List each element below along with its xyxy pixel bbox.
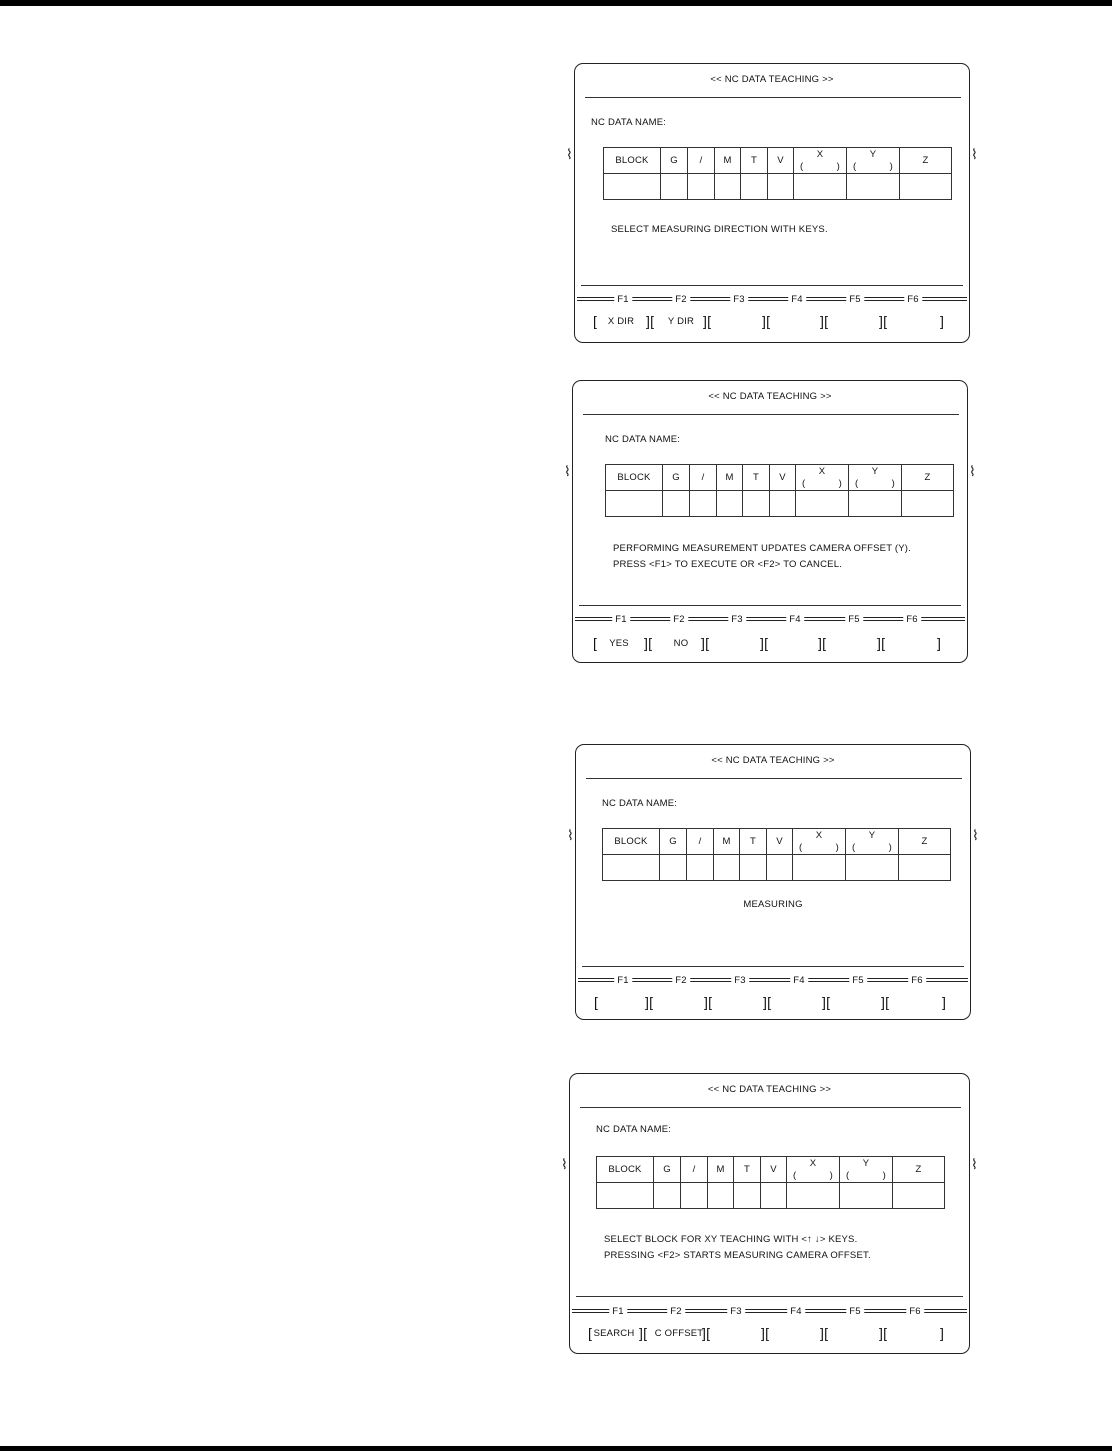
col-header-block: BLOCK [603,829,660,855]
col-header-m: M [715,148,741,174]
break-mark-right: ⌇ [971,827,979,843]
soft-button-1[interactable]: SEARCH [593,1328,635,1339]
col-header-slash: / [687,829,714,855]
footer-divider [576,1296,963,1297]
col-header-t: T [741,148,768,174]
break-mark-left: ⌇ [567,827,575,843]
col-header-x: X ( ) [793,829,846,855]
prompt-message: SELECT MEASURING DIRECTION WITH KEYS. [611,224,828,235]
col-header-y: Y ( ) [847,148,900,174]
col-header-z: Z [900,148,952,174]
soft-button-2[interactable]: C OFFSET [654,1328,704,1339]
function-key-f3[interactable]: F3 [731,975,749,986]
footer-divider [581,285,963,286]
col-header-g: G [660,829,687,855]
function-key-f4[interactable]: F4 [788,294,806,305]
col-header-g: G [661,148,688,174]
nc-data-name-label: NC DATA NAME: [591,117,667,128]
col-header-slash: / [688,148,715,174]
function-key-f4[interactable]: F4 [790,975,808,986]
soft-button-row: [ X DIR ][ Y DIR ][ ][ ][ ][ ] [593,313,945,329]
function-key-f1[interactable]: F1 [614,294,632,305]
col-header-x: X ( ) [787,1157,840,1183]
soft-button-row: [ YES ][ NO ][ ][ ][ ][ ] [593,635,942,651]
function-key-f6[interactable]: F6 [904,294,922,305]
col-header-m: M [714,829,740,855]
break-mark-right: ⌇ [970,146,978,162]
screen-3 [567,744,979,1020]
function-key-f6[interactable]: F6 [906,1306,924,1317]
title-divider [580,1107,961,1108]
function-key-f5[interactable]: F5 [846,1306,864,1317]
col-header-v: V [768,148,794,174]
function-key-f1[interactable]: F1 [609,1306,627,1317]
table-row[interactable] [597,1183,945,1209]
nc-data-table [596,1156,945,1209]
col-header-x: X ( ) [796,465,849,491]
col-header-v: V [770,465,796,491]
col-header-t: T [734,1157,761,1183]
col-header-block: BLOCK [606,465,663,491]
nc-data-table [603,147,952,200]
table-row[interactable] [606,491,954,517]
soft-button-1[interactable]: YES [609,638,629,649]
screen-title: << NC DATA TEACHING >> [710,74,834,85]
soft-button-row: [ SEARCH ][ C OFFSET ][ ][ ][ ][ ] [588,1325,945,1341]
col-header-m: M [708,1157,734,1183]
col-header-t: T [743,465,770,491]
status-message: MEASURING [743,899,803,910]
bottom-rule [0,1446,1112,1451]
function-key-row [570,1306,969,1318]
nc-data-name-label: NC DATA NAME: [602,798,678,809]
col-header-z: Z [902,465,954,491]
function-key-f3[interactable]: F3 [728,614,746,625]
function-key-f5[interactable]: F5 [845,614,863,625]
soft-button-row: [ ][ ][ ][ ][ ][ ] [594,994,947,1010]
col-header-v: V [767,829,793,855]
col-header-g: G [663,465,690,491]
prompt-message: SELECT BLOCK FOR XY TEACHING WITH <↑ ↓> KEYS. PRESSING <F2> STARTS MEASURING CAMERA OFFSET. [604,1234,871,1261]
function-key-f2[interactable]: F2 [667,1306,685,1317]
col-header-v: V [761,1157,787,1183]
function-key-f5[interactable]: F5 [846,294,864,305]
col-header-m: M [717,465,743,491]
function-key-f4[interactable]: F4 [787,1306,805,1317]
nc-data-name-label: NC DATA NAME: [605,434,681,445]
col-header-t: T [740,829,767,855]
col-header-slash: / [690,465,717,491]
function-key-f6[interactable]: F6 [908,975,926,986]
col-header-y: Y ( ) [849,465,902,491]
screen-4 [561,1073,978,1354]
function-key-f2[interactable]: F2 [670,614,688,625]
function-key-row [576,975,970,987]
nc-data-table [605,464,954,517]
function-key-f3[interactable]: F3 [730,294,748,305]
break-mark-left: ⌇ [564,463,572,479]
col-header-z: Z [893,1157,945,1183]
break-mark-right: ⌇ [970,1156,978,1172]
footer-divider [582,966,964,967]
col-header-x: X ( ) [794,148,847,174]
table-row[interactable] [604,174,952,200]
col-header-slash: / [681,1157,708,1183]
screen-title: << NC DATA TEACHING >> [707,1084,832,1095]
title-divider [585,97,961,98]
function-key-row [573,614,967,626]
break-mark-right: ⌇ [968,463,976,479]
function-key-f3[interactable]: F3 [727,1306,745,1317]
screen-2 [564,380,976,663]
top-rule [0,0,1112,6]
function-key-f1[interactable]: F1 [612,614,630,625]
prompt-message: PERFORMING MEASUREMENT UPDATES CAMERA OFFSET (Y). PRESS <F1> TO EXECUTE OR <F2> TO CANCEL. [613,543,911,570]
soft-button-2[interactable]: Y DIR [667,316,695,327]
screen-title: << NC DATA TEACHING >> [711,755,835,766]
function-key-row [575,294,969,306]
function-key-f6[interactable]: F6 [903,614,921,625]
col-header-y: Y ( ) [846,829,899,855]
table-row[interactable] [603,855,951,881]
break-mark-left: ⌇ [561,1156,569,1172]
col-header-block: BLOCK [604,148,661,174]
screen-title: << NC DATA TEACHING >> [708,391,832,402]
screen-1 [566,63,978,343]
footer-divider [579,605,961,606]
soft-button-1[interactable]: X DIR [607,316,635,327]
function-key-f2[interactable]: F2 [672,975,690,986]
break-mark-left: ⌇ [566,146,574,162]
function-key-f1[interactable]: F1 [614,975,632,986]
col-header-block: BLOCK [597,1157,654,1183]
function-key-f2[interactable]: F2 [672,294,690,305]
col-header-z: Z [899,829,951,855]
col-header-y: Y ( ) [840,1157,893,1183]
title-divider [586,778,962,779]
col-header-g: G [654,1157,681,1183]
function-key-f4[interactable]: F4 [786,614,804,625]
nc-data-table [602,828,951,881]
function-key-f5[interactable]: F5 [849,975,867,986]
title-divider [583,414,959,415]
nc-data-name-label: NC DATA NAME: [596,1124,672,1135]
soft-button-2[interactable]: NO [673,638,689,649]
